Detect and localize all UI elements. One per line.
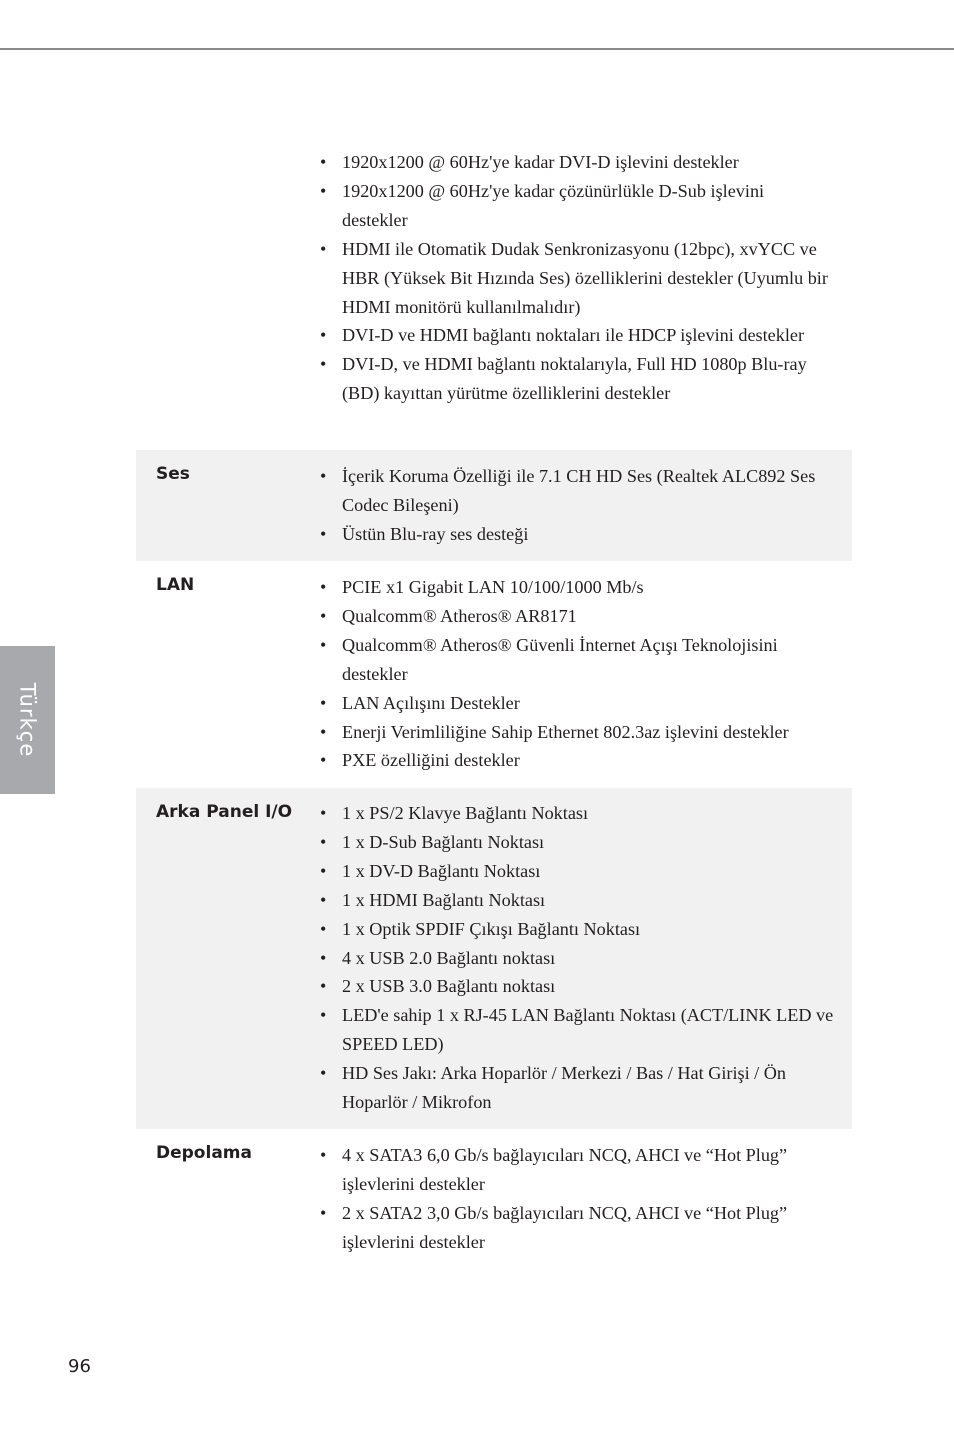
language-tab-label: Türkçe: [15, 682, 40, 758]
item-list: [318, 1141, 834, 1257]
spec-row-rear-panel-io: [136, 788, 852, 1129]
list-item: • DVI-D, ve HDMI bağlantı noktalarıyla, Full HD 1080p Blu-ray (BD) kayıttan yürütme özelliklerini destekler: [318, 350, 834, 408]
page-number: 96: [68, 1356, 91, 1377]
list-item: • PCIE x1 Gigabit LAN 10/100/1000 Mb/s: [318, 573, 834, 602]
list-item: • Enerji Verimliliğine Sahip Ethernet 802.3az işlevini destekler: [318, 718, 834, 747]
top-rule: [0, 48, 954, 50]
list-item: • 1 x DV-D Bağlantı Noktası: [318, 857, 834, 886]
list-item: • LED'e sahip 1 x RJ-45 LAN Bağlantı Noktası (ACT/LINK LED ve SPEED LED): [318, 1001, 834, 1059]
item-list: [318, 799, 834, 1117]
list-item: • 4 x USB 2.0 Bağlantı noktası: [318, 944, 834, 973]
spec-row-lan: [136, 561, 852, 788]
row-label: Arka Panel I/O: [156, 802, 293, 822]
row-label: Depolama: [156, 1143, 252, 1163]
list-item: • 1 x D-Sub Bağlantı Noktası: [318, 828, 834, 857]
list-item: • 2 x SATA2 3,0 Gb/s bağlayıcıları NCQ, AHCI ve “Hot Plug” işlevlerini destekler: [318, 1199, 834, 1257]
list-item: • 2 x USB 3.0 Bağlantı noktası: [318, 972, 834, 1001]
list-item: • PXE özelliğini destekler: [318, 746, 834, 775]
list-item: • 1 x Optik SPDIF Çıkışı Bağlantı Noktası: [318, 915, 834, 944]
item-list: [318, 148, 834, 408]
spec-row-storage: [136, 1129, 852, 1259]
list-item: • HD Ses Jakı: Arka Hoparlör / Merkezi / Bas / Hat Girişi / Ön Hoparlör / Mikrofon: [318, 1059, 834, 1117]
language-side-tab: [0, 646, 55, 794]
spec-row-graphics: [136, 148, 852, 448]
list-item: • DVI-D ve HDMI bağlantı noktaları ile HDCP işlevini destekler: [318, 321, 834, 350]
row-label: Ses: [156, 464, 190, 484]
list-item: • LAN Açılışını Destekler: [318, 689, 834, 718]
list-item: • Üstün Blu-ray ses desteği: [318, 520, 834, 549]
list-item: • Qualcomm® Atheros® AR8171: [318, 602, 834, 631]
spec-row-audio: [136, 450, 852, 561]
list-item: • 1920x1200 @ 60Hz'ye kadar DVI-D işlevini destekler: [318, 148, 834, 177]
list-item: • 1 x PS/2 Klavye Bağlantı Noktası: [318, 799, 834, 828]
list-item: • 4 x SATA3 6,0 Gb/s bağlayıcıları NCQ, AHCI ve “Hot Plug” işlevlerini destekler: [318, 1141, 834, 1199]
item-list: [318, 462, 834, 549]
list-item: • İçerik Koruma Özelliği ile 7.1 CH HD Ses (Realtek ALC892 Ses Codec Bileşeni): [318, 462, 834, 520]
list-item: • Qualcomm® Atheros® Güvenli İnternet Açışı Teknolojisini destekler: [318, 631, 834, 689]
item-list: [318, 573, 834, 775]
list-item: • 1 x HDMI Bağlantı Noktası: [318, 886, 834, 915]
list-item: • 1920x1200 @ 60Hz'ye kadar çözünürlükle D-Sub işlevini destekler: [318, 177, 834, 235]
list-item: • HDMI ile Otomatik Dudak Senkronizasyonu (12bpc), xvYCC ve HBR (Yüksek Bit Hızında Ses) özelliklerini destekler (Uyumlu bir HDMI monitörü kullanılmalıdır): [318, 235, 834, 322]
row-label: LAN: [156, 575, 195, 595]
